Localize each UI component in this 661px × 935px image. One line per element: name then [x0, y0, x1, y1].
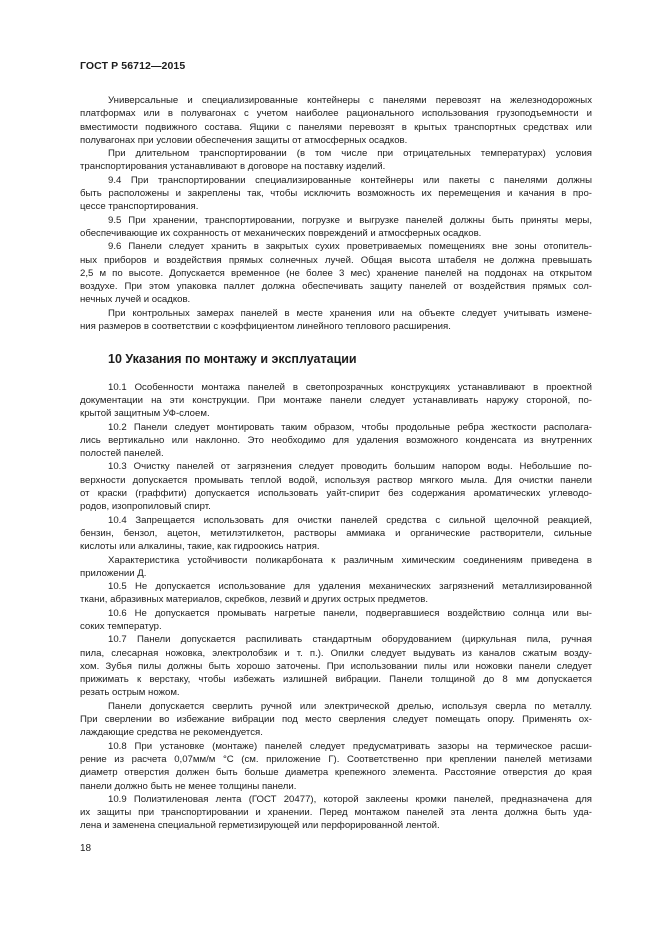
text-line: панели должно быть не менее толщины панели.	[80, 780, 297, 792]
paragraph	[80, 793, 592, 833]
text-line: кислоты или алкалины, такие, как гидроокись натрия.	[80, 541, 320, 553]
paragraph	[80, 460, 592, 513]
text-line: 10.7 Панели допускается распиливать стандартным оборудованием (циркульная пила, ручная	[108, 634, 592, 646]
section-title: 10 Указания по монтажу и эксплуатации	[108, 352, 357, 367]
document-body	[80, 94, 592, 833]
text-line: ных приборов и воздействия прямых солнечных лучей. Общая высота штабеля не должна превышать	[80, 254, 592, 266]
paragraph	[80, 421, 592, 461]
text-line: Характеристика устойчивости поликарбоната к различным химическим соединениям приведена в	[108, 554, 592, 566]
text-line: верхности допускается промывать теплой водой, используя раствор мягкого мыла. Для очистки панели	[80, 474, 592, 486]
paragraph	[80, 94, 592, 147]
text-line: 10.1 Особенности монтажа панелей в светопрозрачных конструкциях устанавливают в проектной	[108, 381, 592, 393]
text-line: цессе транспортирования.	[80, 201, 199, 213]
text-line: 9.5 При хранении, транспортировании, погрузке и выгрузке панелей должны быть приняты меры,	[108, 214, 592, 226]
paragraph	[80, 174, 592, 214]
text-line: лаждающие средства не рекомендуется.	[80, 727, 263, 739]
text-line: транспортирования устанавливают в договоре на поставку изделий.	[80, 161, 386, 173]
text-line: воздухе. При этом упаковка паллет должна обеспечивать защиту панелей от воздействия прямых сол-	[80, 281, 592, 293]
text-line: обеспечивающие их сохранность от механических повреждений и атмосферных осадков.	[80, 227, 482, 239]
text-line: 2,5 м по высоте. Допускается временное (не более 3 мес) хранение панелей на поддонах на открытом	[80, 267, 592, 279]
text-line: Универсальные и специализированные контейнеры с панелями перевозят на железнодорожных	[108, 95, 592, 106]
text-line: 10.3 Очистку панелей от загрязнения следует проводить большим напором воды. Небольшие по-	[108, 461, 592, 473]
text-line: При контрольных замерах панелей в месте хранения или на объекте следует учитывать измене-	[108, 307, 592, 319]
paragraph	[80, 214, 592, 241]
paragraph	[80, 381, 592, 421]
text-line: соких температур.	[80, 620, 162, 632]
paragraph	[80, 700, 592, 740]
text-line: быть расположены и закреплены так, чтобы исключить возможность их перемещения и качания в про-	[80, 188, 592, 200]
document-header: ГОСТ Р 56712—2015	[80, 60, 186, 72]
text-line: диаметр отверстия должен быть больше диаметра крепежного элемента. Расстояние отверстия до края	[80, 767, 592, 779]
section-9-continuation	[80, 94, 592, 333]
text-line: документации на эти конструкции. При монтаже панели следует устанавливать наружу стороной, по-	[80, 394, 592, 406]
text-line: лись вертикально или наклонно. Это необходимо для удаления возможного конденсата из внутренних	[80, 434, 592, 446]
text-line: полувагонах при условии обеспечения защиты от атмосферных осадков.	[80, 134, 408, 146]
text-line: вместимости подвижного состава. Ящики с панелями перевозят в крытых транспортных средствах или	[80, 121, 592, 133]
text-line: полостей панелей.	[80, 448, 164, 460]
text-line: нечных лучей и осадков.	[80, 294, 191, 306]
text-line: При длительном транспортировании (в том числе при отрицательных температурах) условия	[108, 148, 592, 160]
section-10-body	[80, 381, 592, 833]
text-line: 10.8 При установке (монтаже) панелей следует предусматривать зазоры на термическое расши-	[108, 740, 592, 752]
text-line: 10.2 Панели следует монтировать таким образом, чтобы продольные ребра жесткости располага-	[108, 421, 592, 433]
text-line: резать острым ножом.	[80, 687, 180, 699]
text-line: от краски (граффити) допускается использовать уайт-спирит без содержания ароматических углеводо-	[80, 488, 592, 500]
paragraph	[80, 240, 592, 306]
text-line: рение из расчета 0,07мм/м °С (см. приложение Г). Соответственно при креплении панелей метизами	[80, 753, 592, 765]
paragraph	[80, 307, 592, 334]
text-line: пила, слесарная ножовка, электролобзик и т. п.). Опилки следует выдувать из каналов сжатым возду-	[80, 647, 592, 659]
text-line: их защиты при транспортировании и хранении. Перед монтажом панелей эта лента должна быть уда-	[80, 807, 592, 819]
text-line: прижимать к верстаку, чтобы избежать излишней вибрации. Панели толщиной до 8 мм допускается	[80, 674, 592, 686]
text-line: При сверлении во избежание вибрации под место сверления следует помещать опору. Применять ох-	[80, 714, 592, 726]
paragraph	[80, 554, 592, 581]
page-number: 18	[80, 843, 92, 854]
text-line: приложении Д.	[80, 567, 147, 579]
text-line: крытой защитным УФ-слоем.	[80, 408, 210, 420]
text-line: 10.9 Полиэтиленовая лента (ГОСТ 20477), которой заклеены кромки панелей, предназначена для	[108, 793, 592, 805]
paragraph	[80, 580, 592, 607]
paragraph	[80, 514, 592, 554]
text-line: платформах или в полувагонах с учетом наиболее рационального использования грузоподъемности и	[80, 108, 592, 120]
text-line: 9.6 Панели следует хранить в закрытых сухих проветриваемых помещениях вне зоны отопитель-	[108, 241, 592, 253]
text-line: Панели допускается сверлить ручной или электрической дрелью, используя сверла по металлу.	[108, 700, 592, 712]
text-line: ния размеров в соответствии с коэффициентом линейного теплового расширения.	[80, 321, 451, 333]
text-line: 10.4 Запрещается использовать для очистки панелей средства с сильной щелочной реакцией,	[108, 514, 592, 526]
text-line: ткани, абразивных материалов, скребков, лезвий и других острых предметов.	[80, 594, 429, 606]
text-line: 10.5 Не допускается использование для удаления механических загрязнений металлизированной	[108, 581, 592, 593]
text-line: 9.4 При транспортировании специализированные контейнеры или пакеты с панелями должны	[108, 174, 592, 186]
paragraph	[80, 633, 592, 699]
text-line: лена и заменена специальной герметизирующей или перфорированной лентой.	[80, 820, 440, 832]
text-line: хом. Зубья пилы должны быть хорошо заточены. При использовании пилы или ножовки панели следует	[80, 660, 592, 672]
paragraph	[80, 740, 592, 793]
text-line: бензин, бензол, ацетон, метилэтилкетон, растворы аммиака и органические растворители, сильные	[80, 527, 592, 539]
text-line: 10.6 Не допускается промывать нагретые панели, подвергавшиеся воздействию солнца или вы-	[108, 607, 592, 619]
text-line: родов, изопропиловый спирт.	[80, 501, 211, 513]
paragraph	[80, 607, 592, 634]
paragraph	[80, 147, 592, 174]
